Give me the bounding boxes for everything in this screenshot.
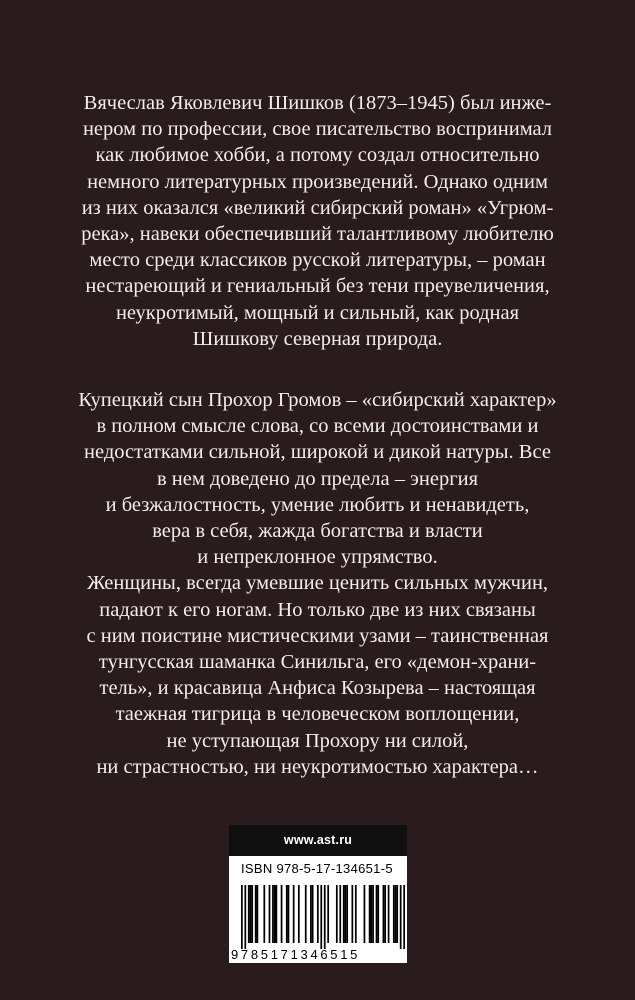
- barcode-bar: [355, 885, 357, 943]
- ean-digits: 9785171346515: [231, 947, 361, 962]
- barcode-bar: [281, 885, 283, 943]
- barcode-bar: [345, 885, 347, 943]
- annotation-paragraph-author: [0, 90, 635, 352]
- barcode-panel: [229, 825, 407, 963]
- text-line: не уступающая Прохору ни силой,: [166, 729, 469, 752]
- text-line: как любимое хобби, а потому создал относительно: [95, 144, 540, 167]
- barcode-bar: [364, 885, 366, 943]
- isbn-text: ISBN 978-5-17-134651-5: [241, 861, 393, 876]
- barcode-bar: [383, 885, 385, 943]
- barcode-bar: [251, 885, 253, 943]
- barcode-bar: [312, 885, 314, 943]
- barcode-bar: [288, 885, 290, 943]
- barcode-bar: [396, 885, 398, 943]
- text-line: Женщины, всегда умевшие ценить сильных мужчин,: [86, 572, 549, 595]
- barcode-bar: [369, 885, 371, 943]
- barcode-bar: [403, 885, 405, 949]
- text-line: падают к его ногам. Но только две из них связаны: [99, 598, 536, 621]
- barcode-bar: [346, 885, 348, 943]
- barcode-bar: [377, 885, 379, 943]
- text-line: нестареющий и гениальный без тени преувеличения,: [85, 275, 550, 298]
- barcode-bar: [400, 885, 402, 949]
- text-line: нером по профессии, свое писательство воспринимал: [82, 118, 553, 141]
- text-line: и безжалостность, умение любить и ненавидеть,: [105, 493, 530, 516]
- annotation-paragraph-plot: [0, 387, 635, 780]
- text-line: таежная тигрица в человеческом воплощении,: [115, 703, 520, 726]
- barcode-bar: [393, 885, 395, 943]
- text-line: Шишкову северная природа.: [192, 327, 443, 350]
- barcode-bar: [244, 885, 246, 949]
- barcode-bar: [274, 885, 276, 943]
- barcode-bar: [376, 885, 378, 943]
- text-line: из них оказался «великий сибирский роман» «Угрюм-: [81, 196, 554, 219]
- barcode-bar: [395, 885, 397, 943]
- barcode-bar: [250, 885, 252, 943]
- text-line: река», навеки обеспечивший талантливому любителю: [81, 223, 554, 246]
- barcode-bars: [241, 885, 405, 949]
- barcode-bar: [388, 885, 390, 943]
- barcode-bar: [269, 885, 271, 943]
- text-line: вера в себя, жажда богатства и власти: [152, 520, 483, 543]
- barcode-bar: [370, 885, 372, 943]
- barcode-bar: [320, 885, 322, 949]
- publisher-website: www.ast.ru: [229, 825, 407, 856]
- barcode-bar: [327, 885, 329, 943]
- text-line: в полном смысле слова, со всеми достоинствами и: [96, 415, 539, 438]
- barcode-bar: [293, 885, 295, 943]
- barcode-bar: [343, 885, 345, 943]
- text-line: Купецкий сын Прохор Громов – «сибирский характер»: [78, 389, 557, 411]
- barcode-bar: [257, 885, 259, 943]
- text-line: тель», и красавица Анфиса Козырева – настоящая: [99, 677, 536, 700]
- barcode-bar: [305, 885, 307, 943]
- text-line: ни страстностью, ни неукротимостью характера…: [96, 755, 539, 778]
- text-line: и непреклонное упрямство.: [197, 546, 438, 569]
- barcode-bar: [255, 885, 257, 943]
- text-line: место среди классиков русской литературы, – роман: [89, 249, 546, 272]
- barcode-bar: [263, 885, 265, 943]
- text-line: неукротимый, мощный и сильный, как родная: [115, 301, 520, 324]
- barcode-bar: [351, 885, 353, 943]
- barcode-bar: [272, 885, 274, 943]
- barcode-bar: [339, 885, 341, 943]
- barcode-bar: [286, 885, 288, 943]
- barcode-bar: [241, 885, 243, 949]
- text-line: недостатками сильной, широкой и дикой натуры. Все: [84, 441, 551, 464]
- barcode-bar: [336, 885, 338, 943]
- text-line: в нем доведено до предела – энергия: [156, 467, 479, 490]
- text-line: немного литературных произведений. Однако одним: [87, 170, 548, 193]
- barcode-bar: [372, 885, 374, 943]
- barcode-bar: [298, 885, 300, 943]
- barcode-bar: [384, 885, 386, 943]
- barcode-bar: [324, 885, 326, 949]
- text-line: с ним поистине мистическими узами – таинственная: [86, 624, 549, 647]
- text-line: тунгусская шаманка Синильга, его «демон-храни-: [98, 651, 537, 674]
- text-line: Вячеслав Яковлевич Шишков (1873–1945) был инже-: [83, 92, 552, 114]
- barcode-bar: [248, 885, 250, 943]
- barcode-bar: [276, 885, 278, 943]
- barcode-bar: [317, 885, 319, 943]
- barcode-bar: [310, 885, 312, 943]
